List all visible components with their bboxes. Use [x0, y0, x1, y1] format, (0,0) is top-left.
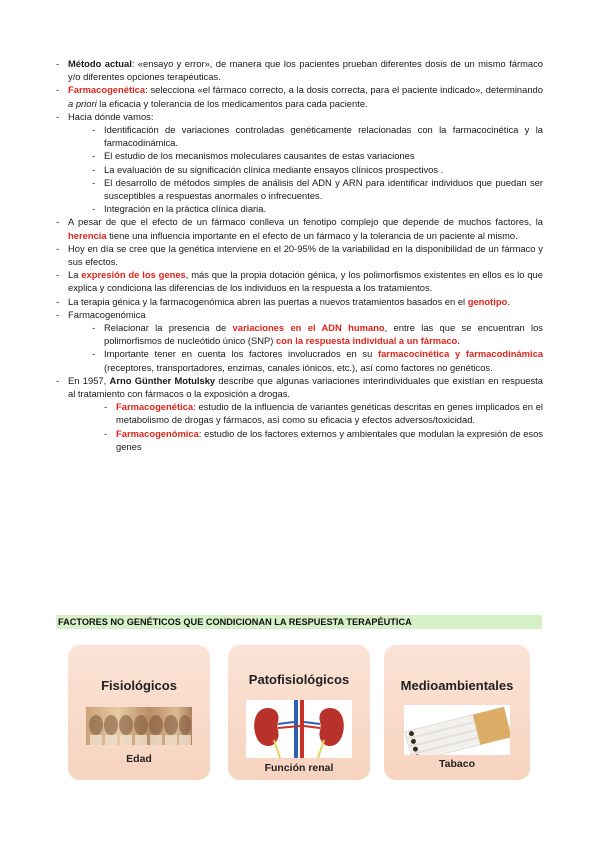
text-farmacogenomica: Farmacogenómica — [68, 308, 146, 320]
text-metodo-actual: : «ensayo y error», de manera que los pacientes prueban diferentes dosis de un mismo fármaco y/o diferentes opciones terapéuticas. — [68, 58, 543, 83]
text-terapia-end: . — [507, 295, 510, 307]
text-farmacogenetica-b: la eficacia y tolerancia de los medicamentos para cada paciente. — [96, 97, 368, 109]
text-fg1-a: Relacionar la presencia de — [104, 322, 233, 334]
sub-item: - Integración en la práctica clínica diaria. — [80, 202, 543, 215]
sub-item-farmacogenetica — [80, 400, 543, 426]
term-farmacogenetica: Farmacogenética — [68, 84, 146, 96]
card-fisiologicos — [68, 645, 210, 780]
text-herencia-b: tiene una influencia importante en el efecto de un fármaco y la tolerancia de un paciente al mismo. — [106, 229, 518, 241]
term-expresion: expresión de los genes — [81, 269, 186, 281]
farmacogenomica-sublist — [68, 321, 543, 374]
card-caption: Edad — [126, 753, 152, 765]
list-item-metodo-actual — [56, 57, 543, 83]
term-mot-farmacogenetica: Farmacogenética — [116, 401, 194, 413]
term-herencia: herencia — [68, 229, 107, 241]
document-body — [56, 57, 543, 453]
main-list — [56, 57, 543, 453]
text-expresion-b: , más que la propia dotación génica, y los polimorfismos existentes en ellos es lo que explica y condiciona las diferencias de los individuos en la respuesta a los tratamientos. — [68, 269, 543, 294]
list-item-hoy — [56, 242, 543, 268]
term-mot-farmacogenomica: Farmacogenómica — [116, 427, 199, 439]
sub-item: - El estudio de los mecanismos moleculares causantes de estas variaciones — [80, 149, 543, 162]
section-header: FACTORES NO GENÉTICOS QUE CONDICIONAN LA RESPUESTA TERAPÉUTICA — [56, 615, 542, 629]
sub-item-farmacogenomica — [80, 427, 543, 453]
text-terapia: La terapia génica y la farmacogenómica abren las puertas a nuevos tratamientos basados en el — [68, 295, 468, 307]
text-motulsky-b: describe que algunas variaciones interindividuales que existían en respuesta al tratamiento con fármacos o la exposición a drogas. — [68, 374, 543, 400]
text-herencia-a: A pesar de que el efecto de un fármaco conlleva un fenotipo complejo que depende de muchos factores, la — [68, 216, 543, 228]
card-medioambientales — [384, 645, 530, 780]
list-item-terapia — [56, 295, 543, 308]
card-title: Fisiológicos — [101, 678, 177, 693]
term-motulsky: Arno Günther Motulsky — [109, 374, 216, 386]
text-hacia-donde: Hacia dónde vamos: — [68, 110, 154, 122]
kidneys-icon — [246, 700, 352, 758]
text-hoy: Hoy en día se cree que la genética interviene en el 20-95% de la variabilidad en la disponibilidad de un fármaco y sus efectos. — [68, 242, 543, 268]
text-expresion-a: La — [68, 269, 82, 281]
card-caption: Tabaco — [439, 758, 475, 770]
list-item-farmacogenomica — [56, 308, 543, 374]
term-genotipo: genotipo — [467, 295, 508, 307]
sub-item-variaciones — [80, 321, 543, 347]
motulsky-sublist — [68, 400, 543, 453]
card-title: Medioambientales — [400, 678, 514, 693]
sub-item: - La evaluación de su significación clínica mediante ensayos clínicos prospectivos . — [80, 163, 543, 176]
hacia-sublist — [68, 123, 543, 215]
text-motulsky-a: En 1957, — [68, 374, 110, 386]
aging-faces-icon — [86, 707, 192, 745]
term-metodo-actual: Método actual — [68, 58, 132, 69]
term-variaciones: variaciones en el ADN humano — [232, 322, 385, 334]
card-title: Patofisiológicos — [248, 672, 350, 687]
list-item-expresion — [56, 268, 543, 294]
term-farmacocinetica: farmacocinética y farmacodinámica — [377, 348, 543, 360]
list-item-hacia-donde — [56, 110, 543, 216]
text-farmacogenetica-a: : selecciona «el fármaco correcto, a la dosis correcta, para el paciente indicado», determinando — [145, 84, 543, 96]
text-mot1: : estudio de la influencia de variantes genéticas descritas en genes implicados en el metabolismo de drogas y fármacos, así como su eficacia y efectos adversos/toxicidad. — [116, 401, 543, 426]
cigarettes-icon — [404, 705, 510, 755]
list-item-motulsky — [56, 374, 543, 453]
text-fg1-b: , entre las que se encuentran los polimorfismos de nucleótido único (SNP) — [104, 322, 543, 347]
list-item-farmacogenetica — [56, 83, 543, 109]
text-fg2-b: (receptores, transportadores, enzimas, canales iónicos, etc.), así como factores no genéticos. — [104, 361, 493, 373]
text-fg2-a: Importante tener en cuenta los factores involucrados en su — [104, 348, 378, 360]
term-respuesta-individual: con la respuesta individual a un fármaco. — [275, 335, 460, 347]
list-item-herencia — [56, 215, 543, 241]
card-caption: Función renal — [264, 762, 334, 774]
sub-item: - El desarrollo de métodos simples de análisis del ADN y ARN para identificar individuos que puedan ser susceptibles a respuestas anormales o infrecuentes. — [80, 176, 543, 202]
text-mot2: : estudio de los factores externos y ambientales que modulan la expresión de esos genes — [116, 427, 543, 452]
italic-a-priori: a priori — [68, 97, 97, 109]
card-patofisiologicos — [228, 645, 370, 780]
sub-item-farmacocinetica — [80, 347, 543, 373]
sub-item: - Identificación de variaciones controladas genéticamente relacionadas con la farmacocinética y la farmacodinámica. — [80, 123, 543, 149]
